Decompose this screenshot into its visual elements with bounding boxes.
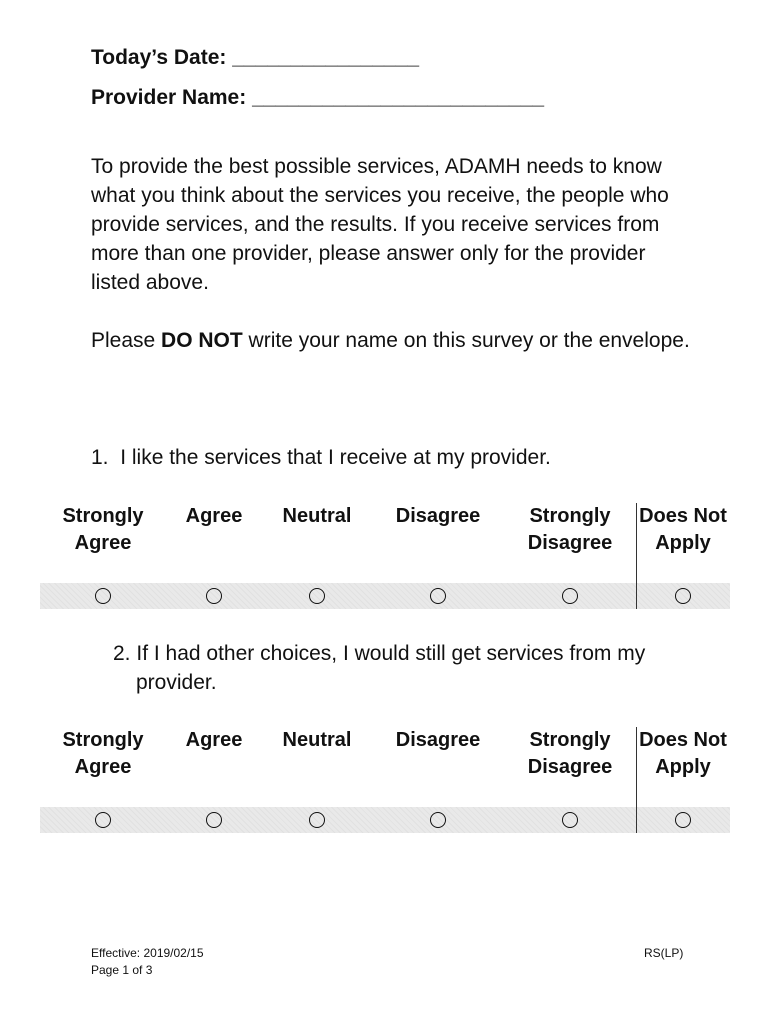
label-disagree: Disagree: [395, 729, 481, 751]
notice-emphasis: DO NOT: [161, 329, 243, 352]
rating-scale-q1: [40, 503, 730, 609]
q2-radio-strongly-agree[interactable]: [95, 812, 111, 828]
q1-radio-disagree[interactable]: [430, 588, 446, 604]
q2-radio-agree[interactable]: [206, 812, 222, 828]
q1-radio-neutral[interactable]: [309, 588, 325, 604]
label-agree: Agree: [185, 729, 243, 751]
date-label: Today’s Date:: [91, 46, 227, 69]
privacy-notice: [91, 326, 691, 355]
question-number: 2.: [113, 642, 131, 665]
label-strongly-agree: Strongly Agree: [62, 729, 144, 778]
form-code: RS(LP): [644, 946, 684, 960]
label-strongly-agree: Strongly Agree: [62, 505, 144, 554]
q2-radio-does-not-apply[interactable]: [675, 812, 691, 828]
label-strongly-disagree: Strongly Disagree: [527, 729, 613, 778]
label-disagree: Disagree: [395, 505, 481, 527]
radio-row-band: [40, 583, 730, 609]
provider-blank[interactable]: _________________________: [252, 86, 545, 109]
date-blank[interactable]: ________________: [232, 46, 420, 69]
question-1: [91, 443, 551, 472]
label-neutral: Neutral: [282, 729, 352, 751]
rating-scale-q2: [40, 727, 730, 833]
question-2: [113, 639, 696, 697]
label-does-not-apply: Does Not Apply: [639, 729, 727, 778]
scale-divider: [636, 727, 637, 833]
scale-divider: [636, 503, 637, 609]
q2-radio-neutral[interactable]: [309, 812, 325, 828]
notice-after: write your name on this survey or the envelope.: [242, 329, 690, 352]
effective-date: Effective: 2019/02/15: [91, 946, 204, 960]
question-text: I like the services that I receive at my provider.: [120, 446, 551, 469]
q1-radio-strongly-disagree[interactable]: [562, 588, 578, 604]
notice-before: Please: [91, 329, 162, 352]
intro-paragraph: To provide the best possible services, ADAMH needs to know what you think about the services you receive, the people who provide services, and the results. If you receive services from more than one provider, please answer only for the provider listed above.: [91, 155, 669, 294]
q2-radio-disagree[interactable]: [430, 812, 446, 828]
page-number: Page 1 of 3: [91, 963, 153, 977]
label-does-not-apply: Does Not Apply: [639, 505, 727, 554]
question-number: 1.: [91, 446, 109, 469]
label-agree: Agree: [185, 505, 243, 527]
label-neutral: Neutral: [282, 505, 352, 527]
q1-radio-strongly-agree[interactable]: [95, 588, 111, 604]
q2-radio-strongly-disagree[interactable]: [562, 812, 578, 828]
footer-left: [91, 945, 204, 979]
question-text: If I had other choices, I would still get services from my provider.: [136, 642, 646, 694]
provider-name-line: [91, 86, 544, 110]
provider-label: Provider Name:: [91, 86, 247, 109]
radio-row-band: [40, 807, 730, 833]
label-strongly-disagree: Strongly Disagree: [527, 505, 613, 554]
q1-radio-does-not-apply[interactable]: [675, 588, 691, 604]
todays-date-line: [91, 46, 419, 70]
q1-radio-agree[interactable]: [206, 588, 222, 604]
